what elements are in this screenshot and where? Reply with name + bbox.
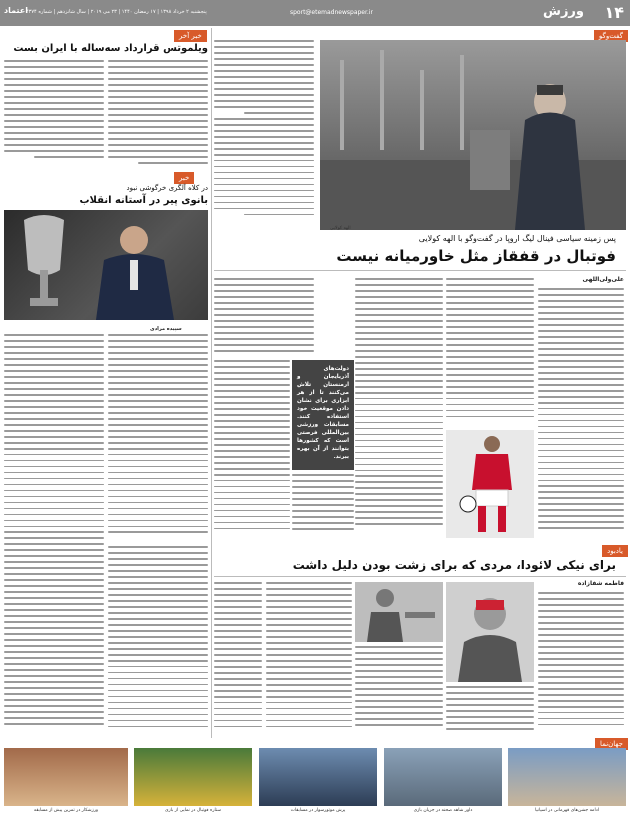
interview-body-col-1 — [538, 288, 624, 538]
feature-col-4 — [266, 582, 352, 734]
section-title: ورزش — [543, 4, 584, 19]
sidebar-top-tag: خبر آخر — [174, 30, 207, 42]
feature-title: برای نیکی لائودا، مردی که برای زشت بودن دلیل داشت — [292, 558, 616, 572]
sidebar-mid-kicker: در کلاه آلگری خرگوشی نبود — [126, 184, 208, 192]
feature-col-2 — [446, 686, 534, 734]
interview-title: فوتبال در قفقاز مثل خاورمیانه نیست — [336, 247, 616, 265]
feature-col-3 — [355, 646, 443, 734]
sidebar-mid-tag: خبر — [174, 172, 194, 184]
interview-body-col-2 — [446, 278, 534, 428]
header-date-line: پنجشنبه ۲ خرداد ۱۳۹۸ | ۱۷ رمضان ۱۴۴۰ | ۲۳ می ۲۰۱۹ | سال شانزدهم | شماره ۴۳۷۴ — [26, 9, 207, 15]
lauda-photo-art — [446, 582, 534, 682]
page-number: ۱۴ — [604, 3, 624, 22]
world-photo-2 — [384, 748, 502, 806]
coach-photo-art — [4, 210, 208, 320]
interview-author: علی‌ولی‌اللهی — [582, 276, 624, 283]
interview-intro-text — [214, 40, 314, 226]
sidebar-mid-col-1 — [108, 334, 208, 542]
interview-body-col-3 — [355, 278, 443, 533]
newspaper-logo: اعتماد — [4, 6, 28, 15]
world-caption-4: ستاره فوتبال در نمایی از بازی — [164, 808, 222, 813]
interview-body-col-4 — [214, 278, 314, 356]
world-caption-5: ورزشکار در تمرین پیش از مسابقه — [33, 808, 99, 813]
sidebar-mid-title: بانوی پیر در آستانه انقلاب — [79, 195, 208, 206]
lauda-photo-2 — [355, 582, 443, 642]
interview-kicker: پس زمینه سیاسی فینال لیگ اروپا در گفت‌وگو با الهه کولایی — [418, 234, 616, 243]
sidebar-top-col-1 — [108, 60, 208, 168]
world-caption-2: داور شاهد صحنه در جریان بازی — [413, 808, 473, 813]
quote-box: دولت‌های آذربایجان و ارمنستان تلاش می‌کنند تا از هر ابزاری برای نشان دادن موقعیت خود استفاده کنند. مسابقات ورزشی بین‌المللی فرصتی است که کشورها بتوانند از آن بهره ببرند. — [292, 360, 354, 470]
feature-col-1 — [538, 592, 624, 732]
world-caption-3: پرش موتورسوار در مسابقات — [290, 808, 346, 813]
center-body-col-2 — [292, 474, 354, 538]
coach-photo — [4, 210, 208, 320]
world-photo-3 — [259, 748, 377, 806]
lauda-photo-2-art — [355, 582, 443, 642]
player-photo-art — [446, 430, 534, 538]
sidebar-top-col-2 — [4, 60, 104, 168]
lauda-photo — [446, 582, 534, 682]
sidebar-mid-author: سپیده مرادی — [150, 326, 182, 332]
player-photo — [446, 430, 534, 538]
interview-photo-caption: الهه کولایی — [330, 226, 351, 231]
column-separator-left — [211, 28, 212, 738]
interview-photo — [320, 40, 626, 230]
world-photo-4 — [134, 748, 252, 806]
world-strip-tag: جهان‌نما — [595, 738, 628, 750]
center-body-col — [214, 360, 290, 538]
title-divider — [214, 270, 626, 271]
feature-divider — [214, 576, 626, 577]
world-photo-5 — [4, 748, 128, 806]
world-caption-1: ادامه جشن‌های قهرمانی در اسپانیا — [535, 808, 599, 813]
interview-tag: گفت‌وگو — [594, 30, 628, 42]
world-photo-1 — [508, 748, 626, 806]
sidebar-mid-col-2 — [4, 334, 104, 736]
header-email: sport@etemadnewspaper.ir — [290, 9, 373, 16]
feature-author: فاطمه شفازاده — [577, 580, 624, 587]
interview-photo-art — [320, 40, 626, 230]
sidebar-top-title: ویلموتس قرارداد سه‌ساله با ایران بست — [13, 43, 208, 54]
feature-col-5 — [214, 582, 262, 734]
feature-tag: یادبود — [602, 545, 628, 557]
sidebar-mid-col-3 — [108, 546, 208, 736]
